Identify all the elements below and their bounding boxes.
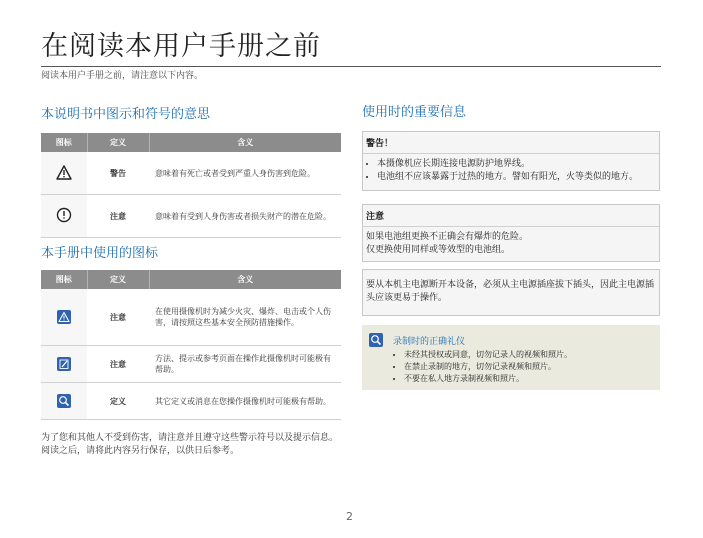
table-row <box>41 383 341 420</box>
footer-note-line: 为了您和其他人不受到伤害，请注意并且遵守这些警示符号以及提示信息。 <box>41 433 339 443</box>
column-header-meaning: 含义 <box>149 270 341 289</box>
caution-line: 如果电池组更换不正确会有爆炸的危险。 <box>366 232 529 242</box>
page-number: 2 <box>346 510 353 523</box>
table-header-row <box>41 133 341 152</box>
magnifier-icon <box>369 333 383 347</box>
power-disconnect-box <box>362 269 660 316</box>
table-header-row <box>41 270 341 289</box>
warning-list <box>363 158 659 188</box>
table-row <box>41 289 341 346</box>
caution-box <box>362 204 660 262</box>
footer-note <box>41 432 341 458</box>
etiquette-title: 录制时的正确礼仪 <box>393 336 466 347</box>
definition-cell: 定义 <box>87 383 149 420</box>
column-header-definition: 定义 <box>87 270 149 289</box>
page-title: 在阅读本用户手册之前 <box>41 31 321 62</box>
list-item: • 未经其授权或同意，切勿记录人的视频和照片。 <box>404 349 572 361</box>
column-header-icon: 图标 <box>41 270 87 289</box>
meaning-cell: 方法、提示或参考页面在操作此摄像机时可能极有帮助。 <box>149 346 341 383</box>
table-row <box>41 195 341 238</box>
recording-etiquette-box <box>362 325 660 390</box>
etiquette-list <box>392 349 572 385</box>
meaning-cell: 在使用摄像机时为减少火灾、爆炸、电击或个人伤害，请按照这些基本安全预防措施操作。 <box>149 289 341 346</box>
list-item: • 在禁止录制的地方，切勿记录视频和照片。 <box>404 361 572 373</box>
title-divider <box>41 66 661 67</box>
page-subtitle: 阅读本用户手册之前，请注意以下内容。 <box>41 71 204 81</box>
pencil-note-icon <box>57 357 71 371</box>
list-item: • 电池组不应该暴露于过热的地方。譬如有阳光，火等类似的地方。 <box>377 171 659 184</box>
important-info-heading: 使用时的重要信息 <box>362 105 467 120</box>
column-header-meaning: 含义 <box>149 133 341 152</box>
magnifier-icon <box>57 394 71 408</box>
caution-line: 仅更换使用同样或等效型的电池组。 <box>366 245 511 255</box>
definition-cell: 警告 <box>87 152 149 195</box>
definition-cell: 注意 <box>87 346 149 383</box>
column-header-icon: 图标 <box>41 133 87 152</box>
table-row <box>41 346 341 383</box>
column-header-definition: 定义 <box>87 133 149 152</box>
symbols-section-heading: 本说明书中图示和符号的意思 <box>41 107 211 122</box>
table-row <box>41 152 341 195</box>
meaning-cell: 其它定义或消息在您操作摄像机时可能极有帮助。 <box>149 383 341 420</box>
list-item: • 本摄像机应长期连接电源防护地界线。 <box>377 158 659 171</box>
icons-table <box>41 270 341 420</box>
definition-cell: 注意 <box>87 195 149 238</box>
caution-circle-icon <box>56 207 72 223</box>
warning-box <box>362 131 660 191</box>
caution-triangle-icon <box>57 310 71 324</box>
meaning-cell: 意味着有死亡或者受到严重人身伤害到危险。 <box>149 152 341 195</box>
power-disconnect-text: 要从本机主电源断开本设备，必须从主电源插座拔下插头，因此主电源插头应该更易于操作。 <box>366 280 655 303</box>
footer-note-line: 阅读之后，请将此内容另行保存，以供日后参考。 <box>41 446 240 456</box>
definition-cell: 注意 <box>87 289 149 346</box>
list-item: • 不要在私人地方录制视频和照片。 <box>404 373 572 385</box>
warning-triangle-icon <box>56 165 72 180</box>
meaning-cell: 意味着有受到人身伤害或者损失财产的潜在危险。 <box>149 195 341 238</box>
icons-section-heading: 本手册中使用的图标 <box>41 246 159 261</box>
symbols-table <box>41 133 341 238</box>
warning-box-title: 警告！ <box>363 132 659 154</box>
caution-box-title: 注意 <box>363 205 659 227</box>
